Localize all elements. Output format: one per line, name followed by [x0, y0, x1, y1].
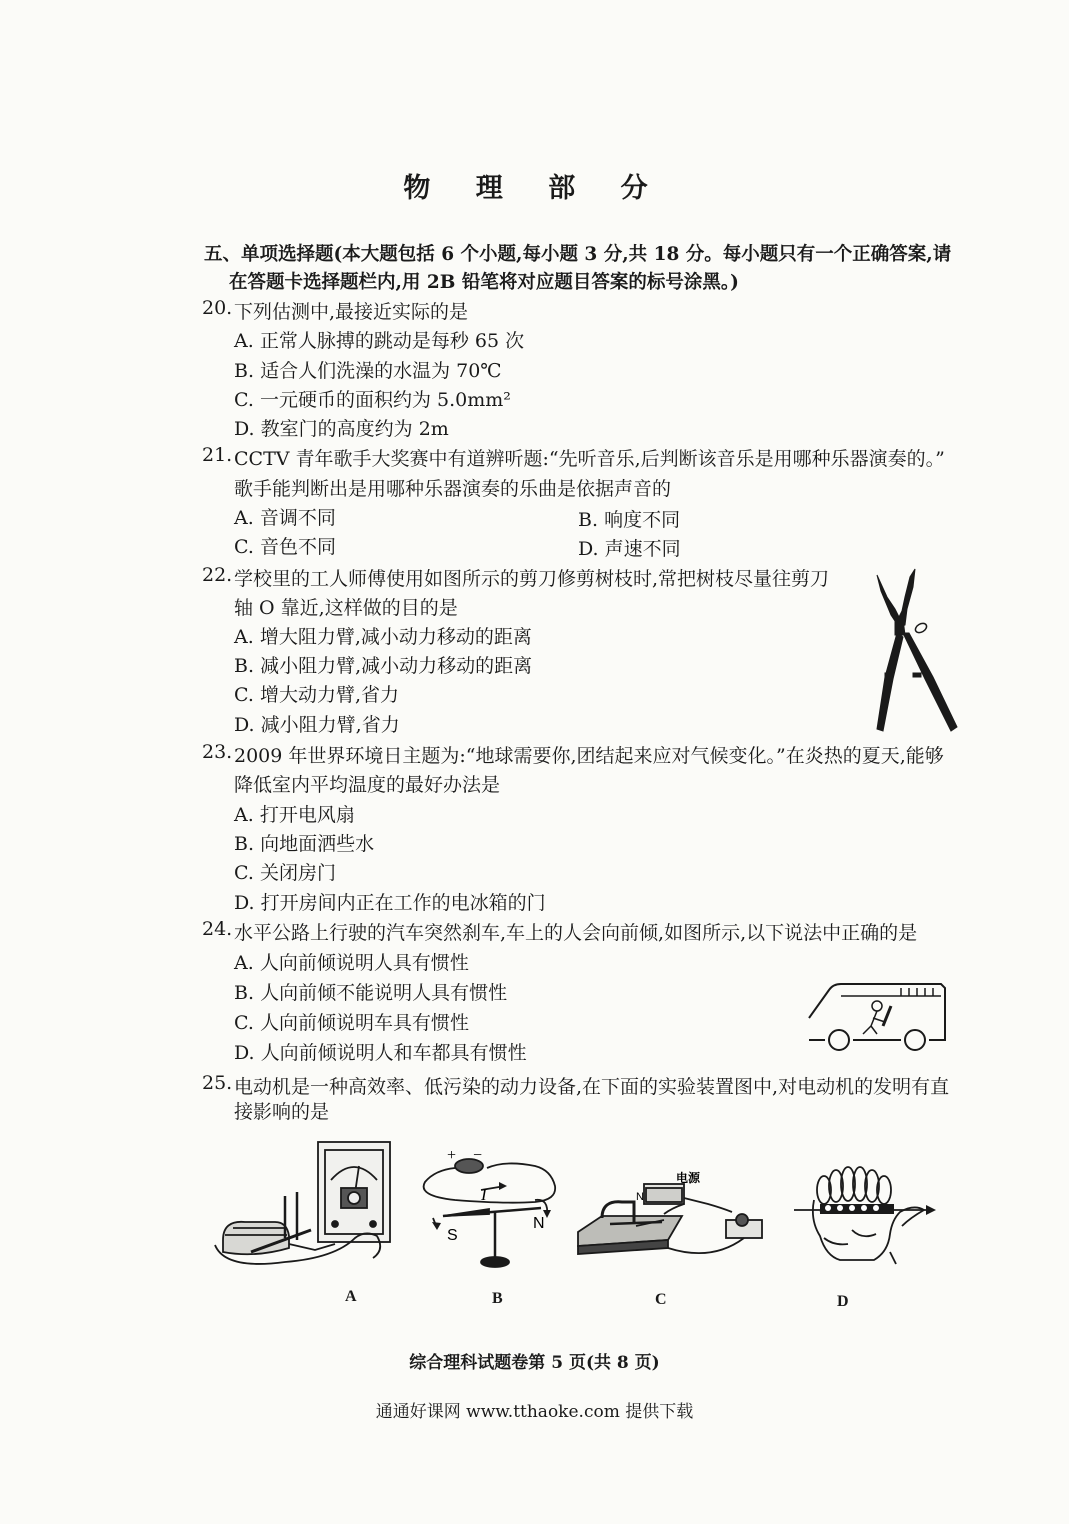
figure-b-n: N	[533, 1215, 545, 1232]
question-22-number: 22.	[202, 564, 233, 586]
figure-b-oersted	[415, 1146, 565, 1276]
question-21-stem-line2: 歌手能判断出是用哪种乐器演奏的乐曲是依据声音的	[234, 478, 672, 500]
q24-option-d: D. 人向前倾说明人和车都具有惯性	[234, 1042, 527, 1064]
figure-d-solenoid	[790, 1160, 940, 1270]
question-25-number: 25.	[202, 1072, 233, 1094]
section-header-line2: 在答题卡选择题栏内,用 2B 铅笔将对应题目答案的标号涂黑。)	[229, 272, 739, 293]
q24-option-a: A. 人向前倾说明人具有惯性	[234, 952, 469, 974]
question-20-number: 20.	[202, 297, 233, 319]
question-24-number: 24.	[202, 918, 233, 940]
question-21-number: 21.	[202, 444, 233, 466]
q20-option-d: D. 教室门的高度约为 2m	[234, 418, 449, 440]
question-21-stem-line1: CCTV 青年歌手大奖赛中有道辨听题:“先听音乐,后判断该音乐是用哪种乐器演奏的。”	[234, 448, 945, 470]
q22-option-d: D. 减小阻力臂,省力	[234, 714, 400, 736]
figure-a-galvanometer	[215, 1140, 395, 1270]
q23-option-b: B. 向地面洒些水	[234, 833, 375, 855]
figure-b-current: I	[481, 1185, 487, 1204]
question-20-stem: 下列估测中,最接近实际的是	[234, 301, 469, 323]
question-22-stem-line2: 轴 O 靠近,这样做的目的是	[234, 597, 458, 619]
q23-option-c: C. 关闭房门	[234, 862, 336, 884]
q23-option-a: A. 打开电风扇	[234, 804, 355, 826]
q22-option-c: C. 增大动力臂,省力	[234, 684, 399, 706]
q20-option-a: A. 正常人脉搏的跳动是每秒 65 次	[234, 330, 525, 352]
figure-b-plus: +	[447, 1147, 457, 1164]
question-23-stem-line1: 2009 年世界环境日主题为:“地球需要你,团结起来应对气候变化。”在炎热的夏天,能够	[234, 745, 944, 767]
figure-b-s: S	[447, 1227, 458, 1244]
figure-c-n: N	[636, 1191, 644, 1203]
car-figure	[805, 978, 950, 1053]
figure-d-label: D	[837, 1293, 849, 1310]
question-23-number: 23.	[202, 741, 233, 763]
question-22-stem-line1: 学校里的工人师傅使用如图所示的剪刀修剪树枝时,常把树枝尽量往剪刀	[234, 568, 830, 590]
q20-option-b: B. 适合人们洗澡的水温为 70℃	[234, 360, 502, 382]
page-footer: 综合理科试题卷第 5 页(共 8 页)	[409, 1353, 660, 1373]
question-25-stem-line2: 接影响的是	[234, 1101, 330, 1123]
figure-c-power: 电源	[676, 1171, 701, 1185]
page-title: 物 理 部 分	[403, 173, 666, 204]
figure-c-apparatus	[572, 1168, 772, 1268]
figure-c-label: C	[655, 1291, 667, 1308]
q21-option-b: B. 响度不同	[578, 509, 681, 531]
q21-option-a: A. 音调不同	[234, 507, 336, 529]
q22-option-a: A. 增大阻力臂,减小动力移动的距离	[234, 626, 532, 648]
q24-option-b: B. 人向前倾不能说明人具有惯性	[234, 982, 508, 1004]
figure-b-label: B	[492, 1290, 503, 1307]
q20-option-c: C. 一元硬币的面积约为 5.0mm²	[234, 389, 511, 411]
q23-option-d: D. 打开房间内正在工作的电冰箱的门	[234, 892, 546, 914]
q21-option-c: C. 音色不同	[234, 536, 336, 558]
question-25-stem-line1: 电动机是一种高效率、低污染的动力设备,在下面的实验装置图中,对电动机的发明有直	[234, 1076, 950, 1098]
section-header-line1: 五、单项选择题(本大题包括 6 个小题,每小题 3 分,共 18 分。每小题只有一个正确答案,请	[204, 244, 952, 265]
q21-option-d: D. 声速不同	[578, 538, 681, 560]
q24-option-c: C. 人向前倾说明车具有惯性	[234, 1012, 469, 1034]
scissors-figure	[855, 567, 965, 737]
credit-line: 通通好课网 www.tthaoke.com 提供下载	[375, 1402, 694, 1422]
figure-a-label: A	[345, 1288, 357, 1305]
question-24-stem: 水平公路上行驶的汽车突然刹车,车上的人会向前倾,如图所示,以下说法中正确的是	[234, 922, 918, 944]
question-23-stem-line2: 降低室内平均温度的最好办法是	[234, 774, 501, 796]
q22-option-b: B. 减小阻力臂,减小动力移动的距离	[234, 655, 533, 677]
figure-b-minus: −	[473, 1147, 483, 1164]
